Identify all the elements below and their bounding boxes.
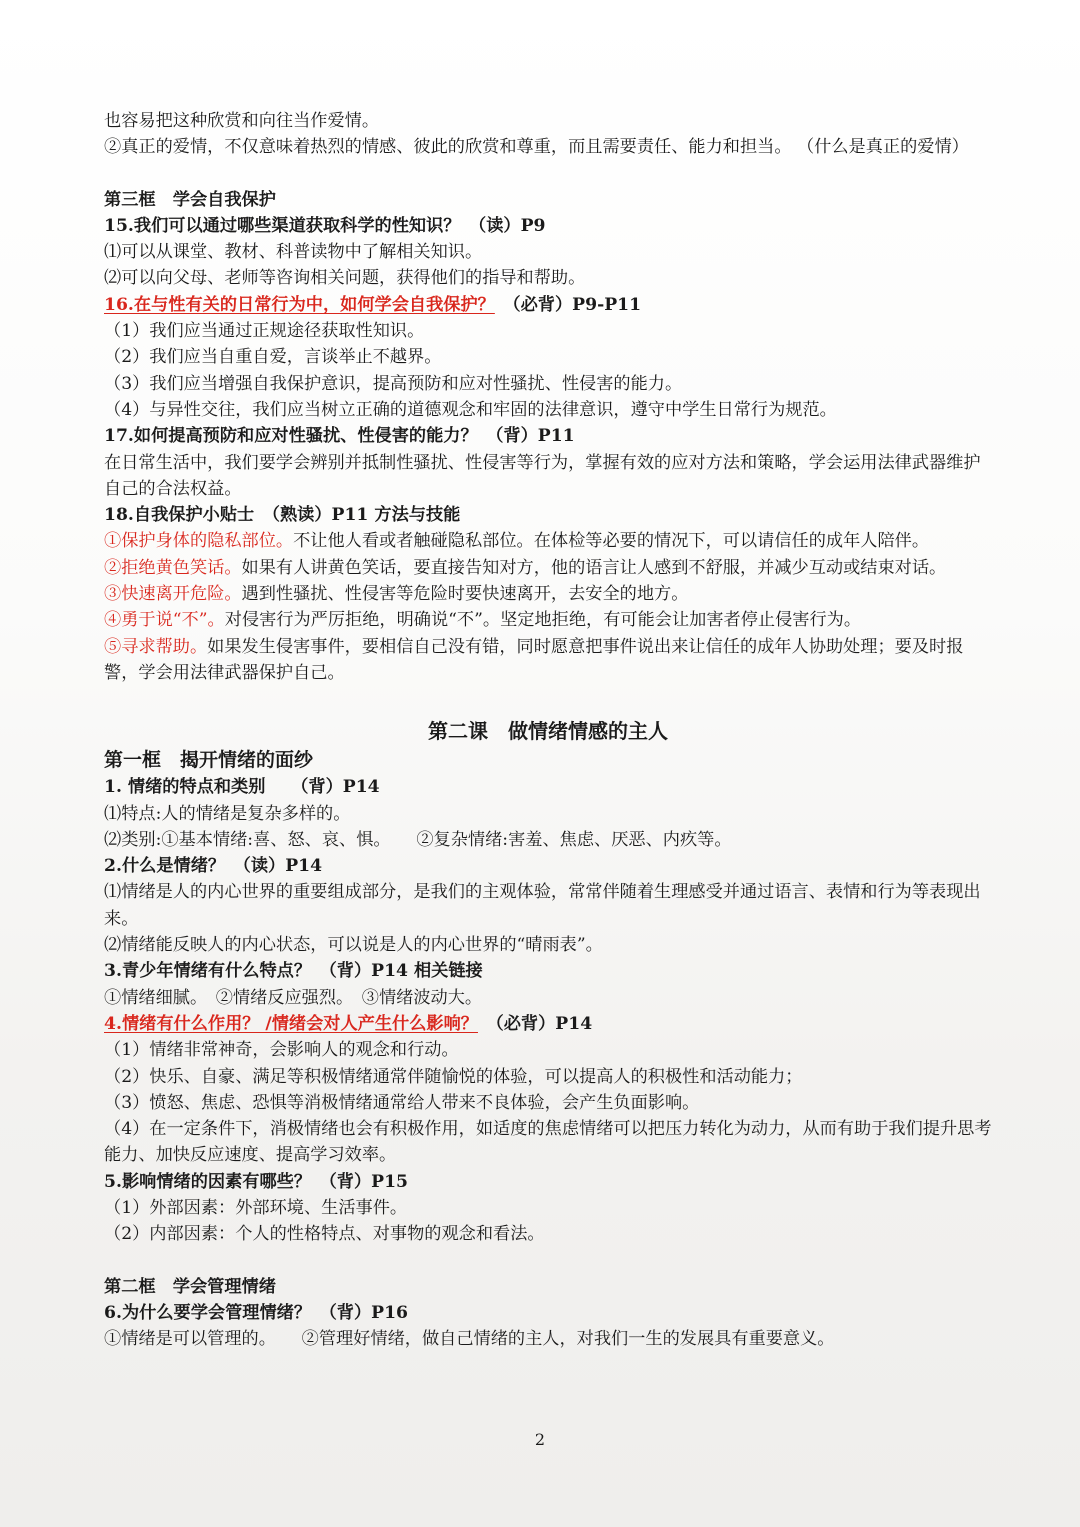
text-line: ②真正的爱情，不仅意味着热烈的情感、彼此的欣赏和尊重，而且需要责任、能力和担当。 （什么是真正的爱情） [104,137,969,158]
tip-text: 如果发生侵害事件，要相信自己没有错，同时愿意把事件说出来让信任的成年人协助处理；要及时报警，学会用法律武器保护自己。 [104,636,964,683]
tip-text: 不让他人看或者触碰隐私部位。在体检等必要的情况下，可以请信任的成年人陪伴。 [293,531,930,552]
section-emotion-effects [104,1037,992,1352]
text-line: 1. 情绪的特点和类别 （背）P14 [104,777,380,798]
tip-lead: ③快速离开危险。 [104,584,242,605]
text-line: 2.什么是情绪？ （读）P14 [104,856,323,877]
tip-item [104,528,992,554]
page-number: 2 [534,1430,546,1449]
text-line: ⑴可以从课堂、教材、科普读物中了解相关知识。 [104,242,483,263]
tip-lead: ⑤寻求帮助。 [104,636,208,657]
text-line: ⑵可以向父母、老师等咨询相关问题，获得他们的指导和帮助。 [104,268,586,289]
text-line: 第三框 学会自我保护 [104,189,276,210]
question-4 [104,1011,992,1037]
section-self-protection [104,318,992,528]
text-line: 15.我们可以通过哪些渠道获取科学的性知识？ （读）P9 [104,215,546,236]
tip-lead: ④勇于说“不”。 [104,610,225,631]
text-line: ⑵类别:①基本情绪:喜、怒、哀、惧。 ②复杂情绪:害羞、焦虑、厌恶、内疚等。 [104,829,732,850]
text-line: ⑴特点:人的情绪是复杂多样的。 [104,803,351,824]
text-line: 在日常生活中，我们要学会辨别并抵制性骚扰、性侵害等行为，掌握有效的应对方法和策略，学会运用法律武器维护自己的合法权益。 [104,452,981,499]
text-line: （4）与异性交往，我们应当树立正确的道德观念和牢固的法律意识，遵守中学生日常行为规范。 [104,399,837,420]
text-line: （3）我们应当增强自我保护意识，提高预防和应对性骚扰、性侵害的能力。 [104,373,683,394]
spacer [104,161,992,187]
question-4-title: 4.情绪有什么作用？ /情绪会对人产生什么影响？ [104,1013,478,1034]
lesson-title: 第二课 做情绪情感的主人 [428,719,668,744]
section-love [104,108,992,292]
text-line: 6.为什么要学会管理情绪？ （背）P16 [104,1302,408,1323]
text-line: （2）我们应当自重自爱，言谈举止不越界。 [104,347,442,368]
text-line: （3）愤怒、焦虑、恐惧等消极情绪通常给人带来不良体验，会产生负面影响。 [104,1092,700,1113]
text-line: （1）情绪非常神奇，会影响人的观念和行动。 [104,1040,459,1061]
text-line: （2）内部因素：个人的性格特点、对事物的观念和看法。 [104,1224,545,1245]
text-line: 第二框 学会管理情绪 [104,1276,276,1297]
question-4-tag: （必背）P14 [477,1013,593,1034]
text-line: 也容易把这种欣赏和向往当作爱情。 [104,111,380,131]
text-line: （2）快乐、自豪、满足等积极情绪通常伴随愉悦的体验，可以提高人的积极性和活动能力； [104,1066,803,1087]
tip-item [104,634,992,687]
tip-lead: ②拒绝黄色笑话。 [104,557,242,578]
tip-item [104,555,992,581]
spacer [104,1248,992,1274]
text-line: （4）在一定条件下，消极情绪也会有积极作用，如适度的焦虑情绪可以把压力转化为动力，从而有助于我们提升思考能力、加快反应速度、提高学习效率。 [104,1119,992,1166]
page-content [104,108,992,1352]
tip-item [104,581,992,607]
text-line: 3.青少年情绪有什么特点？ （背）P14 相关链接 [104,961,483,982]
section-emotions [104,774,992,1011]
text-line: （1）我们应当通过正规途径获取性知识。 [104,321,425,342]
text-line: ⑴情绪是人的内心世界的重要组成部分，是我们的主观体验，常常伴随着生理感受并通过语言、表情和行为等表现出来。 [104,882,981,929]
text-line: 5.影响情绪的因素有哪些？ （背）P15 [104,1171,408,1192]
frame-title: 第一框 揭开情绪的面纱 [104,749,314,772]
text-line: 18.自我保护小贴士 （熟读）P11 方法与技能 [104,505,461,526]
tip-text: 遇到性骚扰、性侵害等危险时要快速离开，去安全的地方。 [241,584,689,605]
text-line: （1）外部因素：外部环境、生活事件。 [104,1197,408,1218]
question-16-title: 16.在与性有关的日常行为中，如何学会自我保护？ [104,294,495,315]
question-16 [104,292,992,318]
text-line: ①情绪是可以管理的。 ②管理好情绪，做自己情绪的主人，对我们一生的发展具有重要意义。 [104,1329,835,1350]
tip-lead: ①保护身体的隐私部位。 [104,531,294,552]
tip-text: 对侵害行为严厉拒绝，明确说“不”。坚定地拒绝，有可能会让加害者停止侵害行为。 [224,610,862,631]
text-line: ⑵情绪能反映人的内心状态，可以说是人的内心世界的“晴雨表”。 [104,935,603,956]
tip-text: 如果有人讲黄色笑话，要直接告知对方，他的语言让人感到不舒服，并减少互动或结束对话。 [241,557,947,578]
tip-item [104,607,992,633]
text-line: 17.如何提高预防和应对性骚扰、性侵害的能力？ （背）P11 [104,426,575,447]
question-16-tag: （必背）P9-P11 [494,294,642,315]
self-protection-tips [104,528,992,686]
text-line: ①情绪细腻。 ②情绪反应强烈。 ③情绪波动大。 [104,987,483,1008]
